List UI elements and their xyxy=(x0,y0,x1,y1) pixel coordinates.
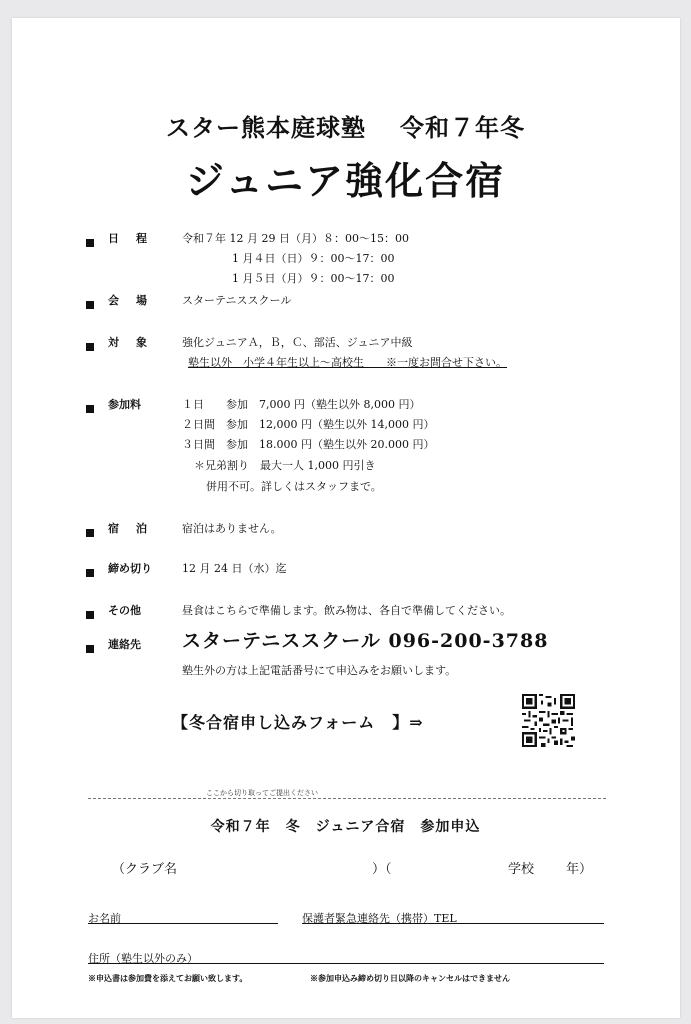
school-name: スター熊本庭球塾 xyxy=(166,113,366,142)
contact-note: 塾生外の方は上記電話番号にて申込みをお願いします。 xyxy=(182,664,457,677)
address-label: 住所（塾生以外のみ） xyxy=(88,952,198,965)
application-title: 令和７年 冬 ジュニア合宿 参加申込 xyxy=(210,819,481,835)
bullet-icon xyxy=(86,562,94,581)
contact-label: 連絡先 xyxy=(108,638,141,651)
deadline-label: 締め切り xyxy=(108,562,152,575)
bullet-icon xyxy=(86,638,94,657)
fee-label: 参加料 xyxy=(108,398,141,411)
main-title: ジュニア強化合宿 xyxy=(185,158,506,203)
venue-label: 会 場 xyxy=(108,294,150,307)
bullet-icon xyxy=(86,604,94,623)
contact-value: スターテニススクール 096-200-3788 xyxy=(182,630,549,652)
season-label: 令和７年冬 xyxy=(400,113,525,142)
guardian-phone-input-line[interactable] xyxy=(302,923,604,924)
bullet-icon xyxy=(86,522,94,541)
bullet-icon xyxy=(86,294,94,313)
schedule-label: 日 程 xyxy=(108,232,150,245)
target-label: 対 象 xyxy=(108,336,150,349)
header-title xyxy=(0,108,691,143)
bullet-icon xyxy=(86,336,94,355)
venue-value: スターテニススクール xyxy=(182,294,292,307)
name-label: お名前 xyxy=(88,912,121,925)
fee-note-2: 併用不可。詳しくはスタッフまで。 xyxy=(206,480,382,493)
fee-note-1: ＊兄弟割り 最大一人 1,000 円引き xyxy=(194,459,376,472)
lodging-value: 宿泊はありません。 xyxy=(182,522,282,535)
other-value: 昼食はこちらで準備します。飲み物は、各自で準備してください。 xyxy=(182,604,512,617)
guardian-phone-label: 保護者緊急連絡先（携帯）TEL xyxy=(302,912,457,925)
qr-code-icon[interactable] xyxy=(522,694,575,747)
cut-line xyxy=(88,798,606,799)
fee-line-3: ３日間 参加 18.000 円（塾生以外 20.000 円） xyxy=(182,438,435,451)
note-cancel: ※参加申込み締め切り日以降のキャンセルはできません xyxy=(310,973,510,983)
note-fee: ※申込書は参加費を添えてお願い致します。 xyxy=(88,973,248,983)
deadline-value: 12 月 24 日（水）迄 xyxy=(182,562,287,575)
fee-line-2: ２日間 参加 12,000 円（塾生以外 14,000 円） xyxy=(182,418,435,431)
name-input-line[interactable] xyxy=(88,923,278,924)
target-sub: 塾生以外 小学４年生以上～高校生 ※一度お問合せ下さい。 xyxy=(188,356,507,369)
school-field[interactable]: 学校 xyxy=(508,862,535,877)
cut-instruction: ここから切り取ってご提出ください xyxy=(206,789,318,797)
other-label: その他 xyxy=(108,604,141,617)
schedule-line-1: 令和７年 12 月 29 日（月）８：00～15：00 xyxy=(182,232,409,245)
bullet-icon xyxy=(86,398,94,417)
target-value: 強化ジュニアＡ，Ｂ，Ｃ、部活、ジュニア中級 xyxy=(182,336,413,349)
club-close: ）（ xyxy=(372,862,392,877)
bullet-icon xyxy=(86,232,94,251)
application-form-link[interactable]: 【冬合宿申し込みフォーム 】⇒ xyxy=(172,713,424,732)
schedule-line-3: 1 月５日（月）９：00～17：00 xyxy=(232,272,395,285)
qr-code-graphic xyxy=(522,694,575,747)
address-input-line[interactable] xyxy=(88,963,604,964)
fee-line-1: １日 参加 7,000 円（塾生以外 8,000 円） xyxy=(182,398,421,411)
lodging-label: 宿 泊 xyxy=(108,522,150,535)
club-name-field[interactable]: （クラブ名 xyxy=(112,862,178,877)
schedule-line-2: 1 月４日（日）９：00～17：00 xyxy=(232,252,395,265)
grade-field[interactable]: 年） xyxy=(566,862,593,877)
